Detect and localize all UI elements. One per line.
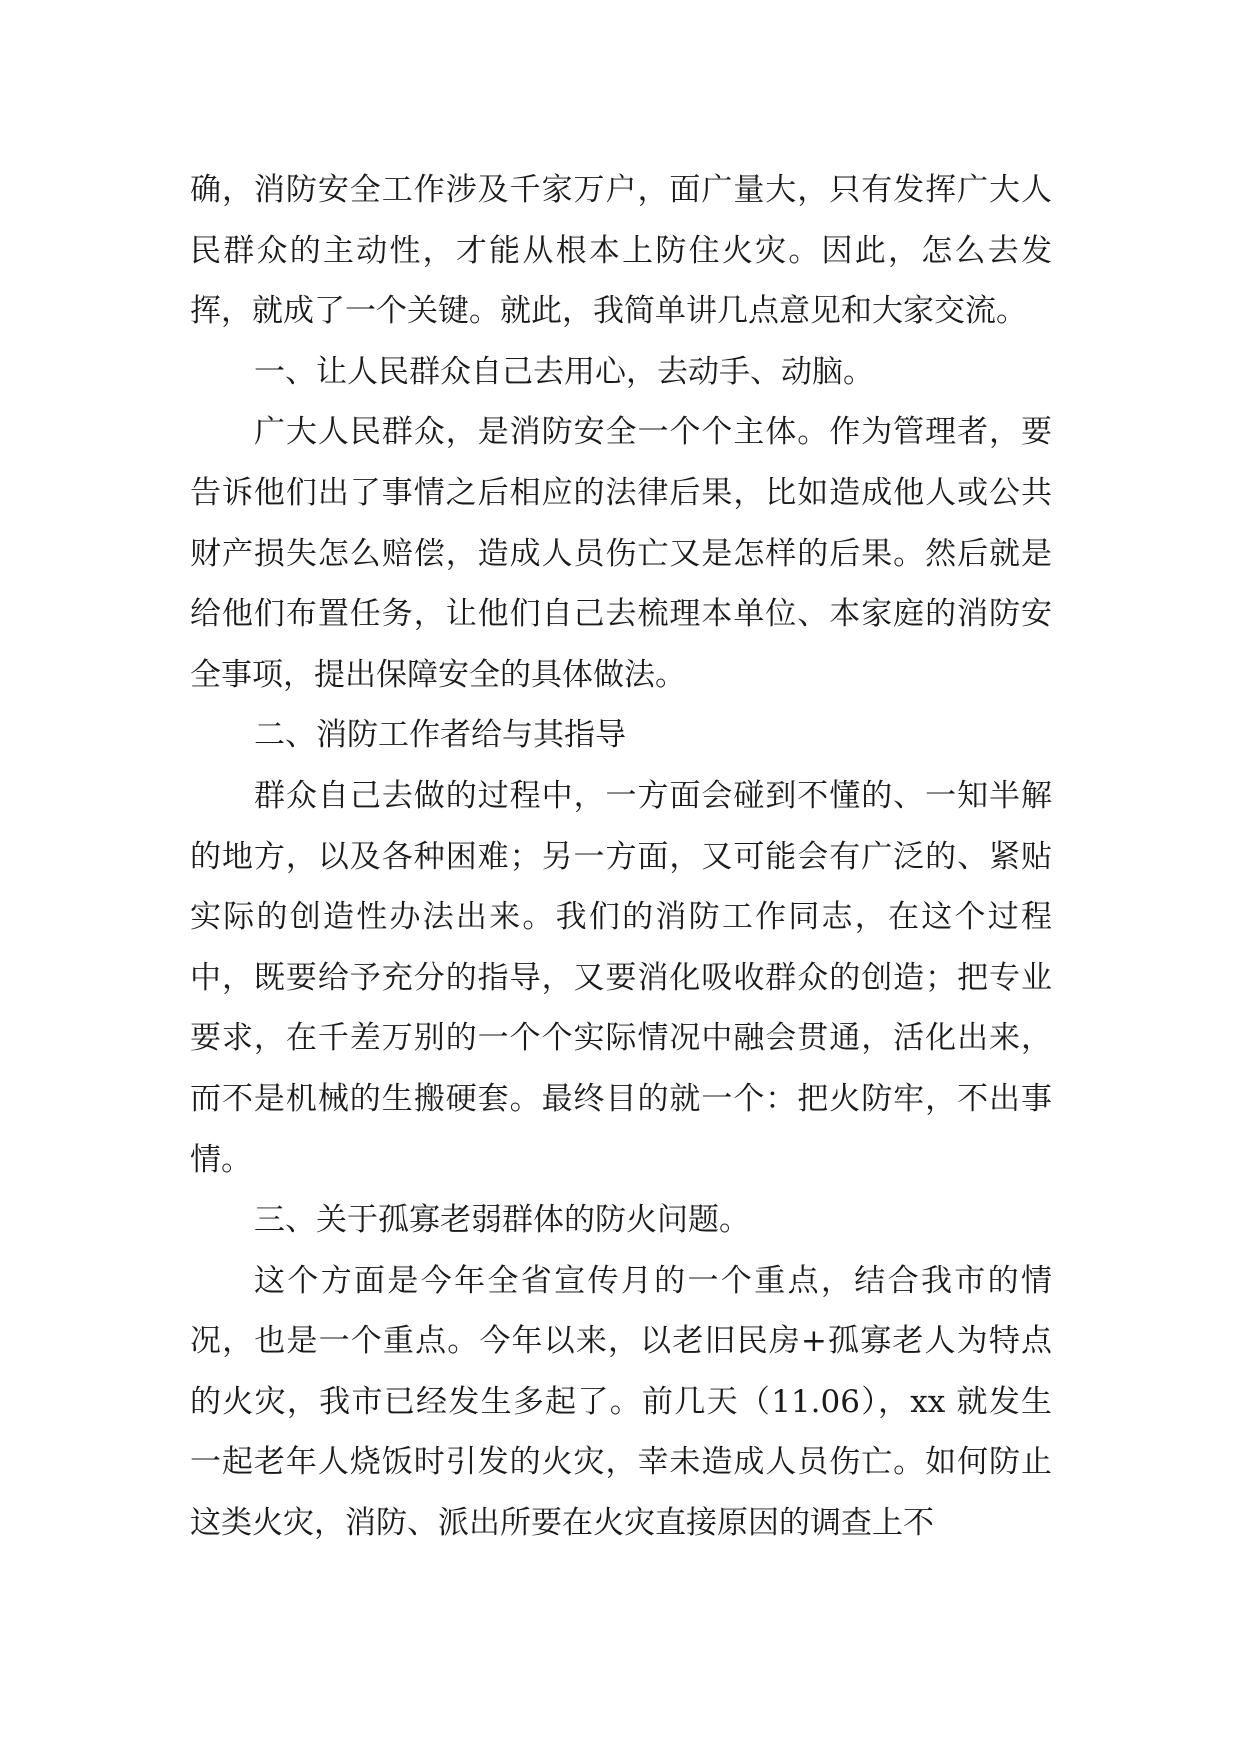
- paragraph-section-2: 群众自己去做的过程中，一方面会碰到不懂的、一知半解的地方，以及各种困难；另一方面，又可能会有广泛的、紧贴实际的创造性办法出来。我们的消防工作同志，在这个过程中，既要给予充分的指导，又要消化吸收群众的创造；把专业要求，在千差万别的一个个实际情况中融会贯通，活化出来，而不是机械的生搬硬套。最终目的就一个：把火防牢，不出事情。: [190, 777, 1052, 1178]
- document-body: [190, 160, 1052, 1554]
- section-heading-3: 三、关于孤寡老弱群体的防火问题。: [254, 1202, 750, 1239]
- section-heading-1: 一、让人民群众自己去用心，去动手、动脑。: [254, 353, 874, 390]
- paragraph-section-1: 广大人民群众，是消防安全一个个主体。作为管理者，要告诉他们出了事情之后相应的法律后果，比如造成他人或公共财产损失怎么赔偿，造成人员伤亡又是怎样的后果。然后就是给他们布置任务，让他们自己去梳理本单位、本家庭的消防安全事项，提出保障安全的具体做法。: [190, 414, 1052, 693]
- paragraph-section-3: 这个方面是今年全省宣传月的一个重点，结合我市的情况，也是一个重点。今年以来，以老旧民房+孤寡老人为特点的火灾，我市已经发生多起了。前几天（11.06），xx 就发生一起老年人烧饭时引发的火灾，幸未造成人员伤亡。如何防止这类火灾，消防、派出所要在火灾直接原因的调查上不: [190, 1262, 1052, 1542]
- section-heading-2: 二、消防工作者给与其指导: [254, 717, 626, 754]
- paragraph-continuation: 确，消防安全工作涉及千家万户，面广量大，只有发挥广大人民群众的主动性，才能从根本上防住火灾。因此，怎么去发挥，就成了一个关键。就此，我简单讲几点意见和大家交流。: [190, 172, 1052, 330]
